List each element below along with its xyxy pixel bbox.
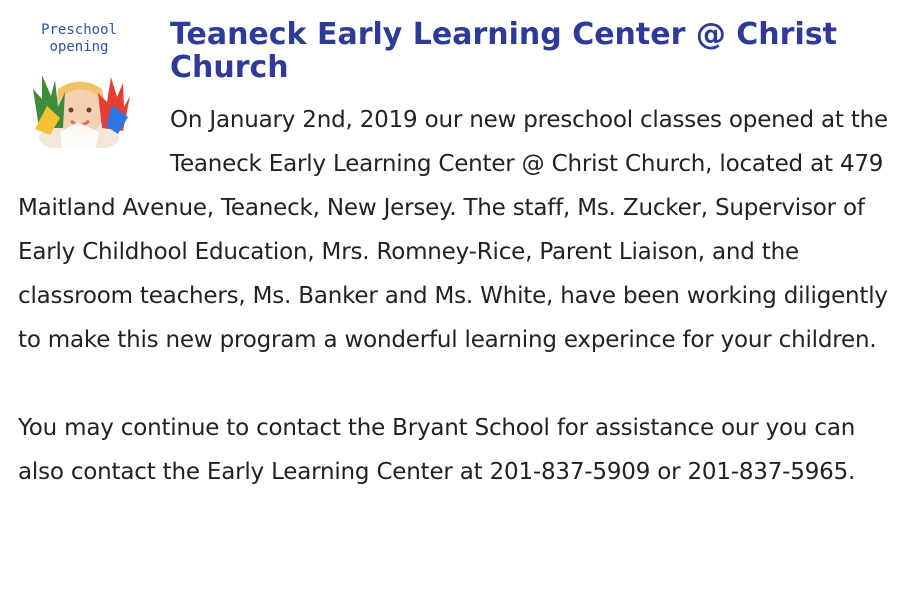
- paragraph-2: You may continue to contact the Bryant School for assistance our you can also contact the Early Learning Center at 201-837-5909 or 201-837-5965.: [18, 415, 856, 485]
- thumbnail-caption-line2: opening: [49, 39, 109, 55]
- article-title: Teaneck Early Learning Center @ Christ Church: [170, 17, 837, 85]
- paragraph-1: On January 2nd, 2019 our new preschool classes opened at the Teaneck Early Learning Center @ Christ Church, located at 479 Maitland Avenue, Teaneck, New Jersey. The staff, Ms. Zucker, Supervisor of Early Childhool Education, Mrs. Romney-Rice, Parent Liaison, and the classroom teachers, Ms. Banker and Ms. White, have been working diligently to make this new program a wonderful learning experince for your children.: [18, 107, 888, 353]
- preschool-opening-thumbnail: [20, 22, 138, 150]
- thumbnail-caption: [20, 22, 138, 56]
- paragraph-gap: [18, 362, 898, 406]
- child-painted-hands-image: [24, 62, 134, 148]
- thumbnail-caption-line1: Preschool: [41, 22, 117, 38]
- article-body: [18, 98, 898, 494]
